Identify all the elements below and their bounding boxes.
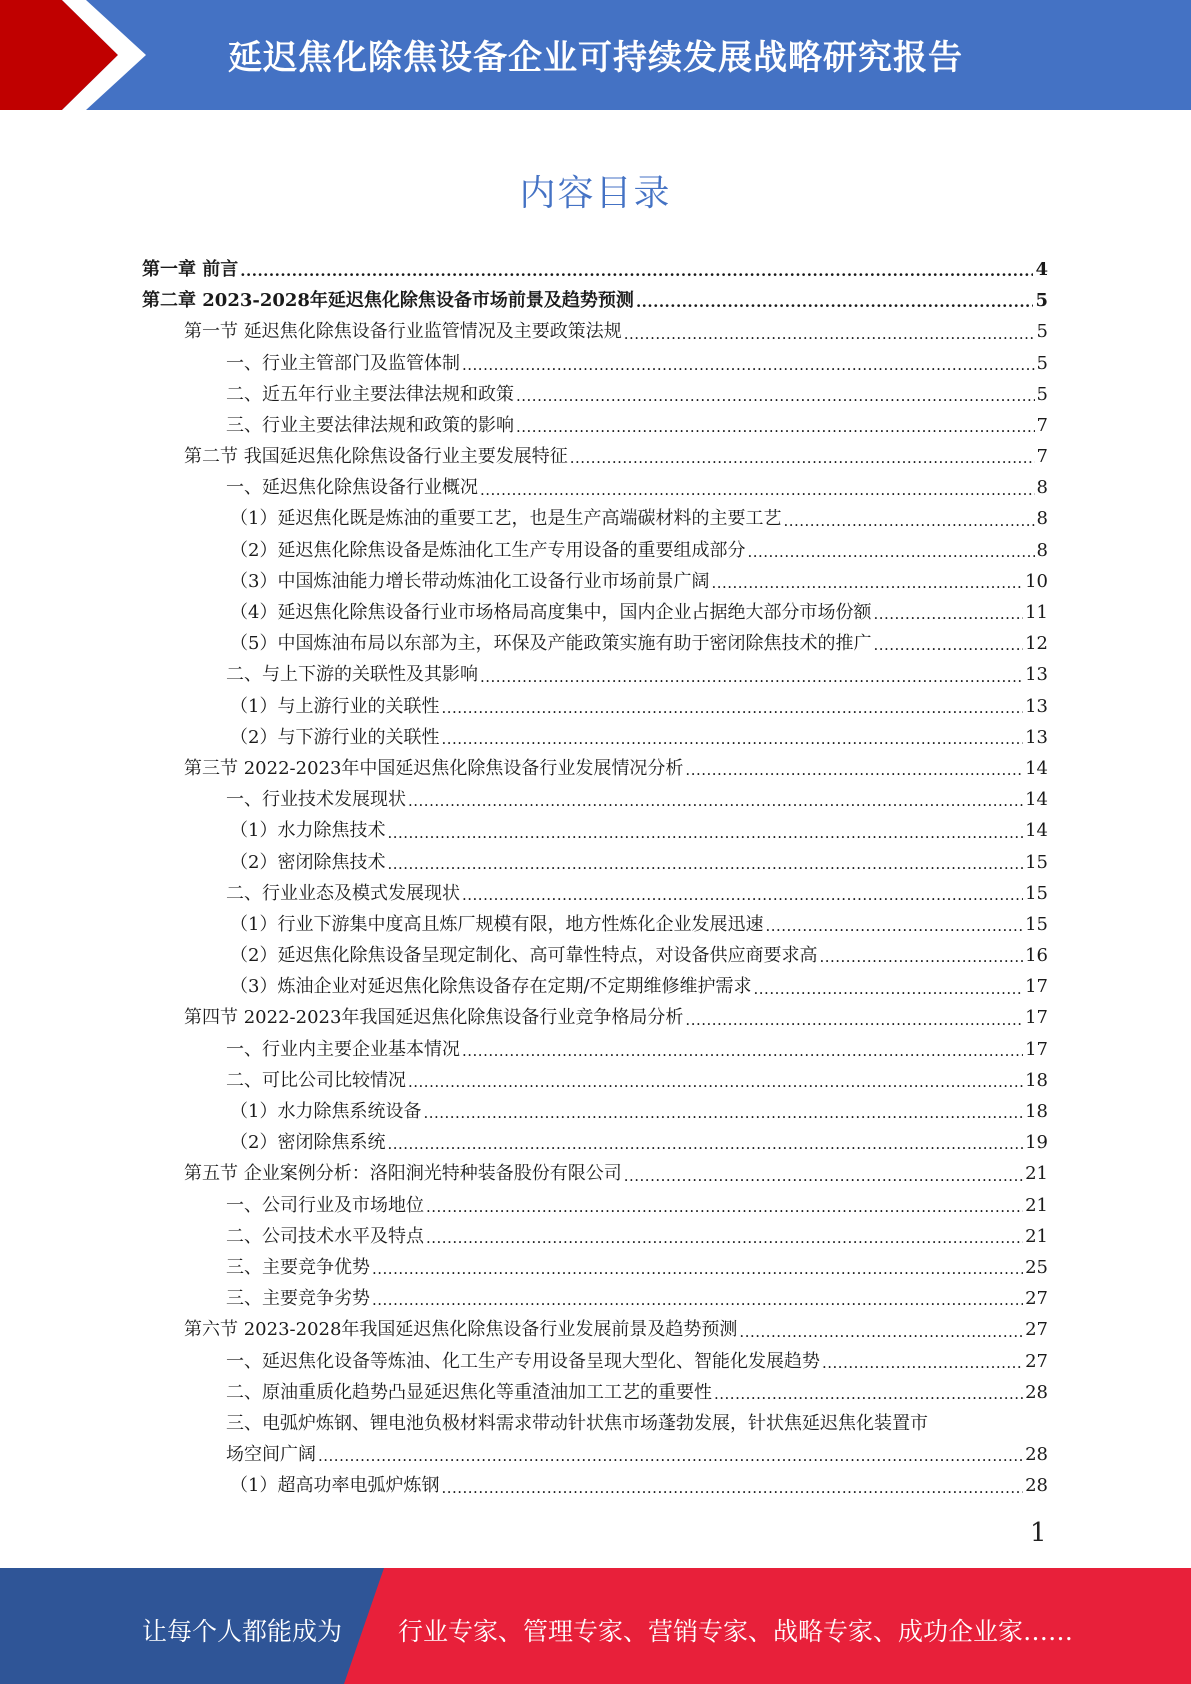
toc-dot-leader <box>745 535 1034 566</box>
toc-entry[interactable] <box>142 1158 1048 1189</box>
toc-entry[interactable] <box>142 441 1048 472</box>
toc-entry-text: 二、原油重质化趋势凸显延迟焦化等重渣油加工工艺的重要性 <box>226 1381 712 1403</box>
toc-entry-text: 一、行业主管部门及监管体制 <box>226 352 460 374</box>
toc-dot-leader <box>439 722 1023 753</box>
toc-page-number: 12 <box>1025 633 1048 655</box>
toc-entry-text: 三、电弧炉炼钢、锂电池负极材料需求带动针状焦市场蓬勃发展，针状焦延迟焦化装置市 <box>226 1412 928 1434</box>
toc-page-number: 8 <box>1036 477 1048 499</box>
toc-dot-leader <box>634 285 1034 316</box>
toc-dot-leader <box>514 410 1035 441</box>
toc-entry-text: （2）密闭除焦系统 <box>230 1132 386 1154</box>
toc-entry[interactable] <box>142 1346 1048 1377</box>
toc-page-number: 5 <box>1035 290 1048 312</box>
toc-entry[interactable] <box>142 1065 1048 1096</box>
toc-page-number: 25 <box>1025 1256 1048 1278</box>
toc-heading: 内容目录 <box>519 173 672 214</box>
toc-page-number: 15 <box>1025 913 1048 935</box>
toc-dot-leader <box>478 659 1023 690</box>
toc-page-number: 7 <box>1036 414 1048 436</box>
toc-page-number: 27 <box>1025 1288 1048 1310</box>
page-number: 1 <box>1030 1518 1047 1548</box>
toc-dot-leader <box>820 1346 1023 1377</box>
toc-dot-leader <box>439 691 1023 722</box>
toc-page-number: 21 <box>1025 1194 1048 1216</box>
toc-entry-text: （1）行业下游集中度高且炼厂规模有限，地方性炼化企业发展迅速 <box>230 913 764 935</box>
toc-entry[interactable] <box>142 659 1048 690</box>
toc-page-number: 28 <box>1025 1444 1048 1466</box>
toc-entry-text: 三、主要竞争优势 <box>226 1256 370 1278</box>
toc-entry-text: （5）中国炼油布局以东部为主，环保及产能政策实施有助于密闭除焦技术的推广 <box>230 633 872 655</box>
toc-dot-leader <box>439 1470 1023 1501</box>
toc-entry-text: 二、公司技术水平及特点 <box>226 1225 424 1247</box>
toc-page-number: 17 <box>1025 1038 1048 1060</box>
toc-entry-text: 第一章 前言 <box>142 258 239 280</box>
toc-entry-text: 一、行业技术发展现状 <box>226 789 406 811</box>
toc-page-number: 28 <box>1025 1475 1048 1497</box>
toc-entry[interactable] <box>142 316 1048 347</box>
toc-entry[interactable] <box>142 971 1048 1002</box>
toc-page-number: 13 <box>1025 664 1048 686</box>
toc-entry[interactable] <box>142 1221 1048 1252</box>
toc-page-number: 16 <box>1025 945 1048 967</box>
toc-entry[interactable] <box>142 753 1048 784</box>
toc-entry-text: 第二节 我国延迟焦化除焦设备行业主要发展特征 <box>184 446 568 468</box>
toc-page-number: 14 <box>1025 757 1048 779</box>
toc-dot-leader <box>238 254 1033 285</box>
footer-slogan-right: 行业专家、管理专家、营销专家、战略专家、成功企业家…… <box>398 1617 1074 1646</box>
toc-entry-text: 二、与上下游的关联性及其影响 <box>226 664 478 686</box>
toc-dot-leader <box>712 1377 1023 1408</box>
toc-page-number: 17 <box>1025 1007 1048 1029</box>
toc-entry-text: （1）延迟焦化既是炼油的重要工艺，也是生产高端碳材料的主要工艺 <box>230 508 782 530</box>
toc-page-number: 13 <box>1025 726 1048 748</box>
footer-banner <box>0 1568 1191 1684</box>
toc-entry[interactable] <box>142 1034 1048 1065</box>
toc-entry[interactable] <box>142 878 1048 909</box>
toc-page-number: 18 <box>1025 1101 1048 1123</box>
table-of-contents <box>142 254 1048 1502</box>
toc-page-number: 19 <box>1025 1132 1048 1154</box>
toc-entry[interactable] <box>142 472 1048 503</box>
toc-entry[interactable] <box>142 815 1048 846</box>
toc-page-number: 17 <box>1025 976 1048 998</box>
toc-entry-text: 二、近五年行业主要法律法规和政策 <box>226 383 514 405</box>
toc-entry-text: 一、延迟焦化设备等炼油、化工生产专用设备呈现大型化、智能化发展趋势 <box>226 1350 820 1372</box>
toc-entry[interactable] <box>142 940 1048 971</box>
toc-dot-leader <box>752 971 1024 1002</box>
toc-entry-text: 二、行业业态及模式发展现状 <box>226 882 460 904</box>
toc-entry[interactable] <box>142 566 1048 597</box>
toc-entry[interactable] <box>142 1252 1048 1283</box>
toc-page-number: 11 <box>1025 602 1048 624</box>
toc-dot-leader <box>871 628 1023 659</box>
toc-page-number: 13 <box>1025 695 1048 717</box>
toc-entry-text: （2）延迟焦化除焦设备是炼油化工生产专用设备的重要组成部分 <box>230 539 746 561</box>
toc-entry[interactable] <box>142 1096 1048 1127</box>
toc-entry-text: 一、延迟焦化除焦设备行业概况 <box>226 477 478 499</box>
toc-dot-leader <box>817 940 1023 971</box>
toc-entry[interactable] <box>142 1408 1048 1439</box>
toc-entry[interactable] <box>142 410 1048 441</box>
toc-entry[interactable] <box>142 535 1048 566</box>
toc-entry-text: （2）延迟焦化除焦设备呈现定制化、高可靠性特点，对设备供应商要求高 <box>230 945 818 967</box>
toc-dot-leader <box>683 1003 1023 1034</box>
toc-entry[interactable] <box>142 1314 1048 1345</box>
toc-dot-leader <box>460 348 1035 379</box>
toc-entry-text: 三、行业主要法律法规和政策的影响 <box>226 414 514 436</box>
toc-entry[interactable] <box>142 285 1048 316</box>
toc-dot-leader <box>406 784 1023 815</box>
toc-dot-leader <box>709 566 1023 597</box>
toc-entry-text: 二、可比公司比较情况 <box>226 1069 406 1091</box>
toc-entry-text: （4）延迟焦化除焦设备行业市场格局高度集中，国内企业占据绝大部分市场份额 <box>230 602 872 624</box>
toc-dot-leader <box>460 1034 1023 1065</box>
toc-page-number: 8 <box>1036 508 1048 530</box>
toc-page-number: 27 <box>1025 1350 1048 1372</box>
toc-page-number: 10 <box>1025 570 1048 592</box>
toc-entry-text: 第三节 2022-2023年中国延迟焦化除焦设备行业发展情况分析 <box>184 757 684 779</box>
toc-entry[interactable] <box>142 691 1048 722</box>
toc-entry[interactable] <box>142 628 1048 659</box>
toc-entry[interactable] <box>142 1127 1048 1158</box>
toc-entry[interactable] <box>142 1003 1048 1034</box>
toc-entry[interactable] <box>142 1190 1048 1221</box>
toc-entry[interactable] <box>142 1470 1048 1501</box>
toc-entry[interactable] <box>142 254 1048 285</box>
toc-page-number: 7 <box>1036 446 1048 468</box>
toc-entry[interactable] <box>142 1283 1048 1314</box>
toc-entry-text: （1）水力除焦技术 <box>230 820 386 842</box>
toc-page-number: 14 <box>1025 820 1048 842</box>
toc-entry-text: （1）超高功率电弧炉炼钢 <box>230 1475 440 1497</box>
toc-dot-leader <box>568 441 1035 472</box>
toc-dot-leader <box>385 847 1023 878</box>
toc-dot-leader <box>622 1158 1023 1189</box>
toc-page-number: 8 <box>1036 539 1048 561</box>
footer-slogan-left: 让每个人都能成为 <box>142 1617 343 1646</box>
toc-page-number: 28 <box>1025 1381 1048 1403</box>
toc-entry-text: （3）中国炼油能力增长带动炼油化工设备行业市场前景广阔 <box>230 570 710 592</box>
toc-entry-text: （2）密闭除焦技术 <box>230 851 386 873</box>
toc-dot-leader <box>871 597 1023 628</box>
toc-entry[interactable] <box>142 379 1048 410</box>
toc-entry-text: （2）与下游行业的关联性 <box>230 726 440 748</box>
toc-page-number: 15 <box>1025 851 1048 873</box>
toc-dot-leader <box>370 1252 1023 1283</box>
toc-entry-text: （1）与上游行业的关联性 <box>230 695 440 717</box>
toc-entry[interactable] <box>142 504 1048 535</box>
toc-dot-leader <box>421 1096 1023 1127</box>
toc-dot-leader <box>406 1065 1023 1096</box>
toc-entry[interactable] <box>142 909 1048 940</box>
toc-entry-text: （1）水力除焦系统设备 <box>230 1101 422 1123</box>
toc-dot-leader <box>781 504 1034 535</box>
toc-dot-leader <box>622 316 1035 347</box>
toc-dot-leader <box>424 1190 1023 1221</box>
toc-entry[interactable] <box>142 847 1048 878</box>
toc-dot-leader <box>385 815 1023 846</box>
toc-dot-leader <box>763 909 1023 940</box>
toc-dot-leader <box>316 1439 1023 1470</box>
toc-entry[interactable] <box>142 597 1048 628</box>
toc-dot-leader <box>370 1283 1023 1314</box>
toc-page-number: 5 <box>1036 383 1048 405</box>
toc-dot-leader <box>514 379 1035 410</box>
toc-entry-text: 第四节 2022-2023年我国延迟焦化除焦设备行业竞争格局分析 <box>184 1007 684 1029</box>
toc-entry-text: 场空间广阔 <box>226 1444 316 1466</box>
toc-page-number: 21 <box>1025 1225 1048 1247</box>
toc-entry[interactable] <box>142 348 1048 379</box>
toc-dot-leader <box>683 753 1023 784</box>
toc-entry-text: 第二章 2023-2028年延迟焦化除焦设备市场前景及趋势预测 <box>142 290 634 312</box>
toc-dot-leader <box>737 1314 1023 1345</box>
toc-entry-text: 一、公司行业及市场地位 <box>226 1194 424 1216</box>
report-title: 延迟焦化除焦设备企业可持续发展战略研究报告 <box>228 38 963 78</box>
toc-page-number: 14 <box>1025 789 1048 811</box>
toc-entry[interactable] <box>142 1377 1048 1408</box>
header-banner <box>0 0 1191 110</box>
toc-page-number: 21 <box>1025 1163 1048 1185</box>
toc-entry[interactable] <box>142 784 1048 815</box>
toc-entry-text: 第五节 企业案例分析：洛阳涧光特种装备股份有限公司 <box>184 1163 622 1185</box>
toc-entry-text: （3）炼油企业对延迟焦化除焦设备存在定期/不定期维修维护需求 <box>230 976 752 998</box>
toc-page-number: 27 <box>1025 1319 1048 1341</box>
toc-page-number: 4 <box>1035 258 1048 280</box>
toc-page-number: 5 <box>1036 352 1048 374</box>
toc-entry[interactable] <box>142 722 1048 753</box>
toc-dot-leader <box>424 1221 1023 1252</box>
toc-entry-text: 三、主要竞争劣势 <box>226 1288 370 1310</box>
toc-dot-leader <box>385 1127 1023 1158</box>
toc-dot-leader <box>478 472 1035 503</box>
toc-page-number: 5 <box>1036 321 1048 343</box>
toc-entry-text: 第一节 延迟焦化除焦设备行业监管情况及主要政策法规 <box>184 321 622 343</box>
toc-dot-leader <box>460 878 1023 909</box>
toc-page-number: 18 <box>1025 1069 1048 1091</box>
toc-page-number: 15 <box>1025 882 1048 904</box>
toc-entry-text: 一、行业内主要企业基本情况 <box>226 1038 460 1060</box>
toc-entry-text: 第六节 2023-2028年我国延迟焦化除焦设备行业发展前景及趋势预测 <box>184 1319 738 1341</box>
toc-entry[interactable] <box>142 1439 1048 1470</box>
